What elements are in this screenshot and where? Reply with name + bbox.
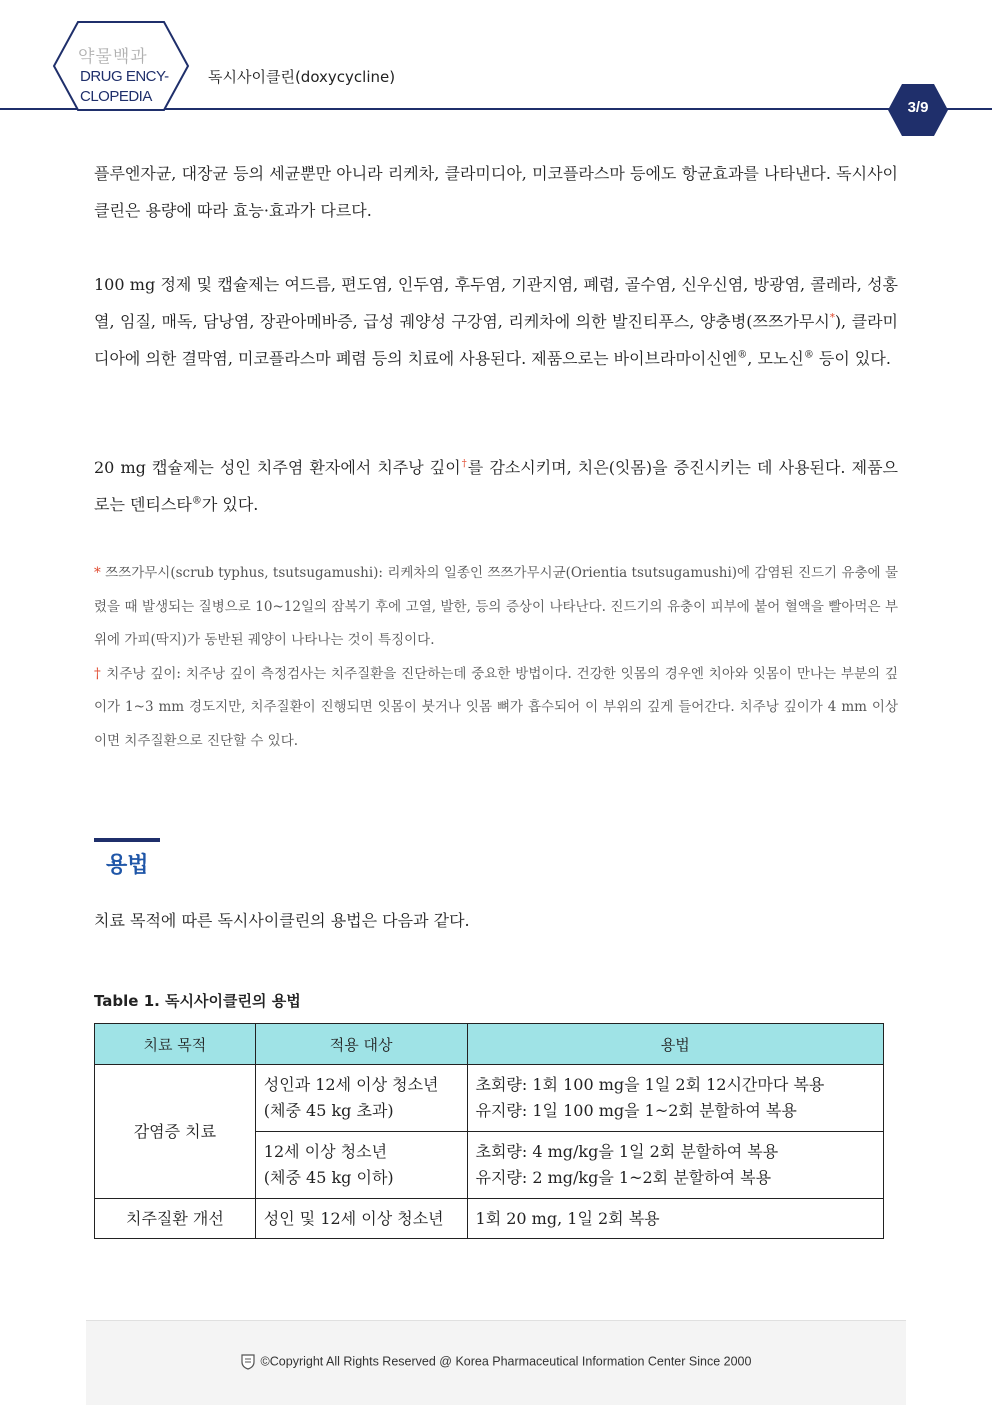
table-cell-dose [467, 1132, 883, 1199]
table-header-cell: 용법 [467, 1024, 883, 1065]
footnote-1 [94, 557, 898, 658]
footnotes [94, 557, 898, 758]
dose-line: 유지량: 1일 100 mg을 1~2회 분할하여 복용 [475, 1101, 797, 1120]
logo-english-line-1: DRUG ENCY- [80, 68, 169, 85]
footnote-mark-dagger: † [460, 458, 468, 470]
footnote-1-text: 쯔쯔가무시(scrub typhus, tsutsugamushi): 리케차의 일종인 쯔쯔가무시균(Orientia tsutsugamushi)에 감염된 진드기 유충에 물렸을 때 발생되는 질병으로 10~12일의 잠복기 후에 고열, 발한, 등의 증상이 나타난다. 진드기의 유충이 피부에 붙어 혈액을 빨아먹은 부위에 가피(딱지)가 동반된 궤양이 나타나는 것이 특징이다. [94, 565, 898, 648]
target-line: 성인과 12세 이상 청소년 [263, 1075, 439, 1094]
footnote-1-mark: * [94, 565, 101, 581]
logo-english-text [80, 67, 169, 107]
target-line: 12세 이상 청소년 [263, 1142, 388, 1161]
table-cell-target [255, 1065, 467, 1132]
copyright-text: ©Copyright All Rights Reserved @ Korea Pharmaceutical Information Center Since 2000 [260, 1354, 752, 1369]
section-accent-bar [94, 838, 160, 842]
registered-mark: ® [191, 495, 202, 507]
footnote-mark-asterisk: * [829, 312, 835, 324]
target-line: (체중 45 kg 초과) [263, 1101, 394, 1120]
paragraph-3-text-c: 가 있다. [201, 495, 259, 514]
paragraph-2-text-b: ), 클라미디아에 의한 결막염, 미코플라스마 폐렴 등의 치료에 사용된다. 제품으로는 바이브라마이신엔 [94, 312, 898, 368]
paragraph-1: 플루엔자균, 대장균 등의 세균뿐만 아니라 리케차, 클라미디아, 미코플라스마 등에도 항균효과를 나타낸다. 독시사이클린은 용량에 따라 효능·효과가 다르다. [94, 164, 898, 220]
table-header-row [95, 1024, 884, 1065]
logo-korean-text: 약물백과 [78, 47, 148, 67]
paragraph-2 [94, 266, 898, 377]
registered-mark: ® [803, 349, 814, 361]
table-row [95, 1065, 884, 1132]
document-title: 독시사이클린(doxycycline) [208, 68, 396, 86]
dose-line: 초회량: 4 mg/kg을 1일 2회 분할하여 복용 [475, 1142, 779, 1161]
paragraph-2-text-d: 등이 있다. [813, 349, 891, 368]
paragraph-3-text-a: 20 mg 캡슐제는 성인 치주염 환자에서 치주낭 깊이 [94, 458, 461, 477]
table-cell-purpose: 감염증 치료 [95, 1065, 256, 1199]
footnote-2-text: 치주낭 깊이: 치주낭 깊이 측정검사는 치주질환을 진단하는데 중요한 방법이다. 건강한 잇몸의 경우엔 치아와 잇몸이 만나는 부분의 깊이가 1~3 mm 경도지만, 치주질환이 진행되면 잇몸이 붓거나 잇몸 뼈가 흡수되어 이 부위의 깊게 들어간다. 치주낭 깊이가 4 mm 이상이면 치주질환으로 진단할 수 있다. [94, 665, 898, 749]
table-header-cell: 적용 대상 [255, 1024, 467, 1065]
table-cell-dose: 1회 20 mg, 1일 2회 복용 [467, 1199, 883, 1239]
footer-copyright [86, 1354, 906, 1370]
dose-line: 초회량: 1회 100 mg을 1일 2회 12시간마다 복용 [475, 1075, 825, 1094]
table-cell-dose [467, 1065, 883, 1132]
paragraph-3-text-b: 를 감소시키며, 치은(잇몸)을 증진시키는 데 사용된다. 제품으로는 덴티스타 [94, 458, 898, 514]
footer [86, 1320, 906, 1405]
paragraph-2-text-c: , 모노신 [747, 349, 804, 368]
page-number: 3/9 [907, 99, 929, 116]
section-title: 용법 [106, 853, 149, 878]
dosage-table [94, 1023, 884, 1239]
section-intro: 치료 목적에 따른 독시사이클린의 용법은 다음과 같다. [94, 911, 470, 930]
registered-mark: ® [737, 349, 748, 361]
paragraph-3 [94, 449, 898, 523]
target-line: (체중 45 kg 이하) [263, 1168, 394, 1187]
shield-icon [241, 1354, 255, 1370]
paragraph-2-text-a: 100 mg 정제 및 캡슐제는 여드름, 편도염, 인두염, 후두염, 기관지염, 폐렴, 골수염, 신우신염, 방광염, 콜레라, 성홍열, 임질, 매독, 담낭염, 장관아메바증, 급성 궤양성 구강염, 리케차에 의한 발진티푸스, 양충병(쯔쯔가무시 [94, 275, 898, 331]
table-cell-target: 성인 및 12세 이상 청소년 [255, 1199, 467, 1239]
logo-english-line-2: CLOPEDIA [80, 88, 152, 105]
table-header-cell: 치료 목적 [95, 1024, 256, 1065]
dose-line: 유지량: 2 mg/kg을 1~2회 분할하여 복용 [475, 1168, 772, 1187]
footnote-2 [94, 658, 898, 759]
footnote-2-mark: † [94, 665, 102, 682]
table-cell-purpose: 치주질환 개선 [95, 1199, 256, 1239]
page-number-badge [888, 84, 948, 136]
table-caption: Table 1. 독시사이클린의 용법 [94, 992, 301, 1010]
table-cell-target [255, 1132, 467, 1199]
table-row [95, 1199, 884, 1239]
